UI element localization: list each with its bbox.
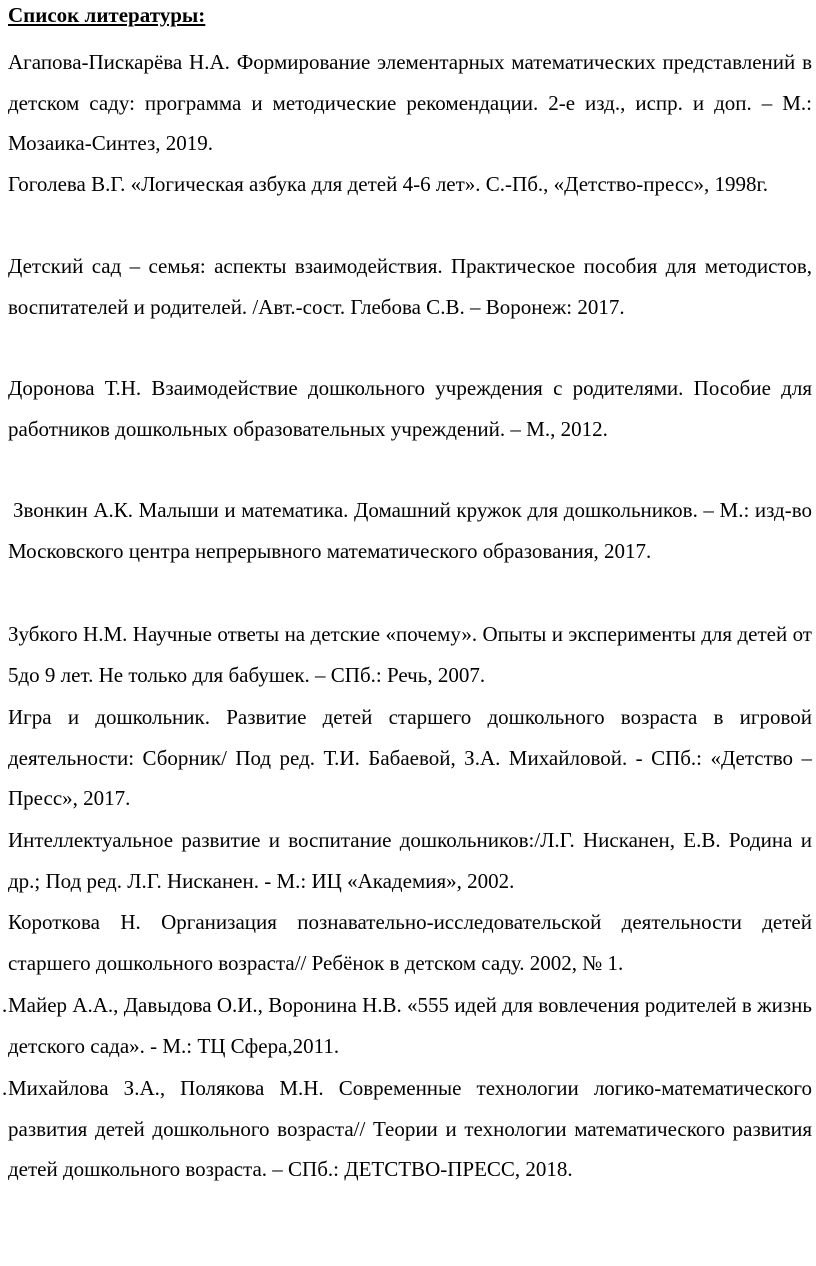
bibliography-entry: Агапова-Пискарёва Н.А. Формирование элементарных математических представлений в детском саду: программа и методические рекомендации. 2-е изд., испр. и доп. – М.: Мозаика-Синтез, 2019. xyxy=(8,50,812,155)
list-marker: . xyxy=(2,993,8,1017)
bibliography-entry: Зубкого Н.М. Научные ответы на детские «почему». Опыты и эксперименты для детей от 5до 9 лет. Не только для бабушек. – СПб.: Речь, 2007. xyxy=(8,622,812,687)
bibliography-entry: Игра и дошкольник. Развитие детей старшего дошкольного возраста в игровой деятельности: Сборник/ Под ред. Т.И. Бабаевой, З.А. Михайловой. - СПб.: «Детство – Пресс», 2017. xyxy=(8,705,812,810)
bibliography-entry-text: Майер А.А., Давыдова О.И., Воронина Н.В. «555 идей для вовлечения родителей в жизнь детского сада». - М.: ТЦ Сфера,2011. xyxy=(8,993,812,1058)
list-marker: . xyxy=(2,1076,8,1100)
bibliography-entry: Доронова Т.Н. Взаимодействие дошкольного учреждения с родителями. Пособие для работников дошкольных образовательных учреждений. – М., 2012. xyxy=(8,376,812,441)
bibliography-entry: Интеллектуальное развитие и воспитание дошкольников:/Л.Г. Нисканен, Е.В. Родина и др.; Под ред. Л.Г. Нисканен. - М.: ИЦ «Академия», 2002. xyxy=(8,828,812,893)
bibliography-entry: Детский сад – семья: аспекты взаимодействия. Практическое пособия для методистов, воспитателей и родителей. /Авт.-сост. Глебова С.В. – Воронеж: 2017. xyxy=(8,254,812,319)
bibliography-entry-text: Михайлова З.А., Полякова М.Н. Современные технологии логико-математического развития детей дошкольного возраста// Теории и технологии математического развития детей дошкольного возраста. – СПб.: ДЕТСТВО-ПРЕСС, 2018. xyxy=(8,1076,812,1181)
bibliography-entry: Звонкин А.К. Малыши и математика. Домашний кружок для дошкольников. – М.: изд-во Московского центра непрерывного математического образования, 2017. xyxy=(8,498,812,563)
bibliography-entry: Короткова Н. Организация познавательно-исследовательской деятельности детей старшего дошкольного возраста// Ребёнок в детском саду. 2002, № 1. xyxy=(8,910,812,975)
bibliography-entry-numbered xyxy=(2,985,812,1066)
bibliography-entry: Гоголева В.Г. «Логическая азбука для детей 4-6 лет». С.-Пб., «Детство-пресс», 1998г. xyxy=(8,172,768,196)
bibliography-heading: Список литературы: xyxy=(8,3,206,27)
bibliography-entry-numbered xyxy=(2,1068,812,1190)
